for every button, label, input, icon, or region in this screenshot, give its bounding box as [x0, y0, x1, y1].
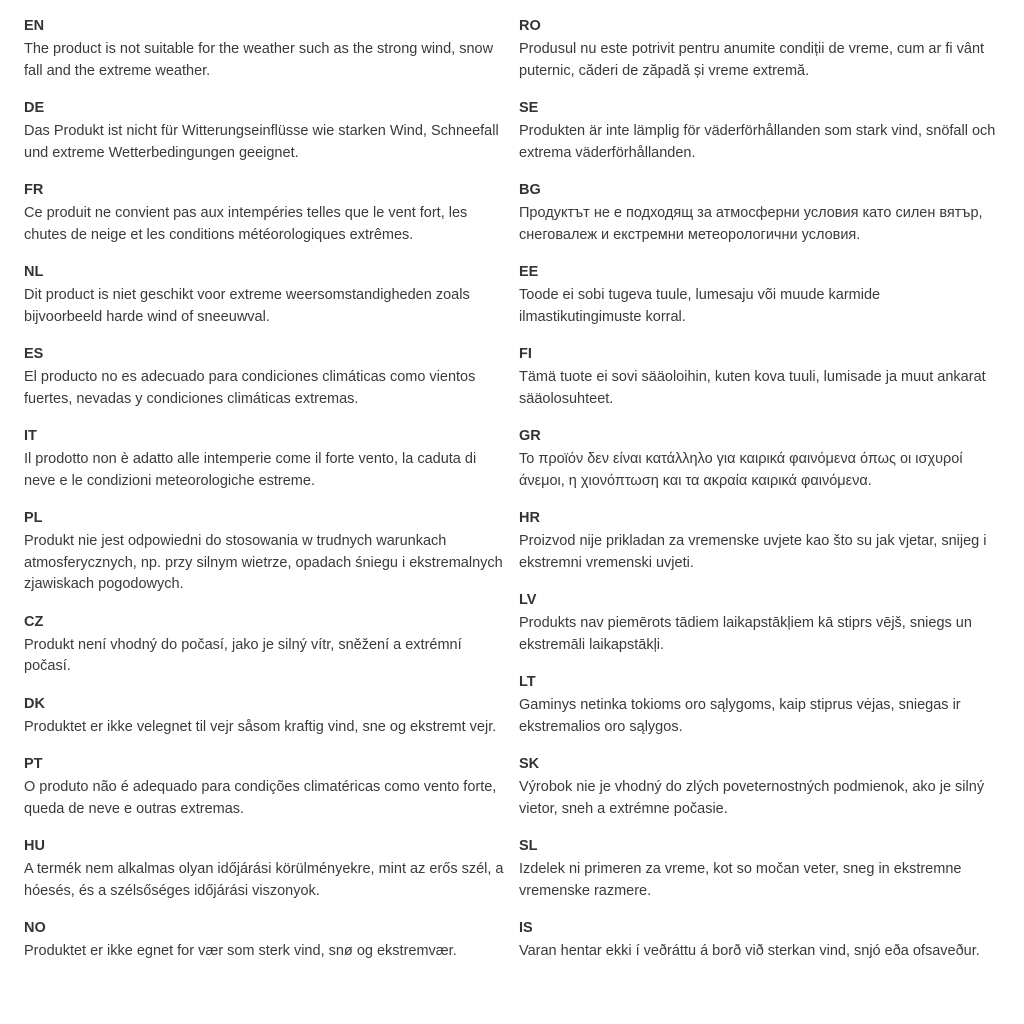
- lang-code-se: SE: [519, 100, 539, 116]
- lang-text-hr: Proizvod nije prikladan za vremenske uvjete kao što su jak vjetar, snijeg i ekstremni vremenski uvjeti.: [519, 533, 987, 571]
- lang-block-ee: [519, 262, 1000, 328]
- lang-text-is: Varan hentar ekki í veðráttu á borð við sterkan vind, snjó eða ofsaveður.: [519, 943, 980, 959]
- lang-code-pt: PT: [24, 756, 43, 772]
- lang-text-sk: Výrobok nie je vhodný do zlých poveternostných podmienok, ako je silný vietor, sneh a extrémne počasie.: [519, 779, 985, 817]
- lang-code-pl: PL: [24, 510, 43, 526]
- lang-text-lt: Gaminys netinka tokioms oro sąlygoms, kaip stiprus vėjas, sniegas ir ekstremalios oro sąlygos.: [519, 697, 961, 735]
- lang-block-hu: [24, 836, 505, 902]
- lang-block-nl: [24, 262, 505, 328]
- lang-code-cz: CZ: [24, 613, 44, 630]
- lang-block-dk: [24, 694, 505, 739]
- lang-text-fr: Ce produit ne convient pas aux intempéries telles que le vent fort, les chutes de neige et les conditions météorologiques extrêmes.: [24, 205, 468, 243]
- lang-block-pt: [24, 754, 505, 820]
- lang-block-en: [24, 16, 505, 82]
- lang-text-pl: Produkt nie jest odpowiedni do stosowania w trudnych warunkach atmosferycznych, np. przy silnym wietrze, opadach śniegu i ekstremalnych zjawiskach pogodowych.: [24, 533, 503, 592]
- lang-block-lt: [519, 672, 1000, 738]
- left-column: [24, 16, 505, 1008]
- lang-block-es: [24, 344, 505, 410]
- lang-block-bg: [519, 180, 1000, 246]
- lang-text-lv: Produkts nav piemērots tādiem laikapstākļiem kā stiprs vējš, sniegs un ekstremāli laikapstākļi.: [519, 615, 972, 653]
- lang-code-is: IS: [519, 920, 533, 936]
- lang-block-ro: [519, 16, 1000, 82]
- lang-text-it: Il prodotto non è adatto alle intemperie come il forte vento, la caduta di neve e le condizioni meteorologiche estreme.: [24, 451, 477, 489]
- lang-block-sl: [519, 836, 1000, 902]
- lang-block-pl: [24, 508, 505, 596]
- lang-code-en: EN: [24, 18, 45, 34]
- lang-text-nl: Dit product is niet geschikt voor extreme weersomstandigheden zoals bijvoorbeeld harde wind of sneeuwval.: [24, 287, 470, 325]
- lang-text-ee: Toode ei sobi tugeva tuule, lumesaju või muude karmide ilmastikutingimuste korral.: [519, 287, 881, 325]
- lang-text-es: El producto no es adecuado para condiciones climáticas como vientos fuertes, nevadas y condiciones climáticas extremas.: [24, 369, 476, 407]
- lang-text-sl: Izdelek ni primeren za vreme, kot so močan veter, sneg in ekstremne vremenske razmere.: [519, 861, 962, 899]
- lang-code-hr: HR: [519, 510, 540, 526]
- lang-block-hr: [519, 508, 1000, 574]
- lang-block-se: [519, 98, 1000, 164]
- lang-block-no: [24, 918, 505, 963]
- lang-code-es: ES: [24, 346, 44, 362]
- right-column: [519, 16, 1000, 1008]
- lang-code-lt: LT: [519, 674, 536, 690]
- lang-code-sl: SL: [519, 838, 538, 854]
- lang-text-se: Produkten är inte lämplig för väderförhållanden som stark vind, snöfall och extrema väderförhållanden.: [519, 123, 996, 161]
- lang-block-fi: [519, 344, 1000, 410]
- lang-text-fi: Tämä tuote ei sovi sääoloihin, kuten kova tuuli, lumisade ja muut ankarat sääolosuhteet.: [519, 369, 986, 407]
- lang-code-lv: LV: [519, 592, 537, 608]
- lang-code-ee: EE: [519, 264, 539, 280]
- lang-text-cz: Produkt není vhodný do počasí, jako je silný vítr, sněžení a extrémní počasí.: [24, 636, 462, 674]
- lang-text-no: Produktet er ikke egnet for vær som sterk vind, snø og ekstremvær.: [24, 943, 457, 959]
- lang-code-dk: DK: [24, 695, 45, 712]
- lang-block-gr: [519, 426, 1000, 492]
- lang-text-de: Das Produkt ist nicht für Witterungseinflüsse wie starken Wind, Schneefall und extreme Wetterbedingungen geeignet.: [24, 123, 499, 161]
- lang-code-bg: BG: [519, 182, 541, 198]
- lang-code-de: DE: [24, 100, 45, 116]
- lang-block-is: [519, 918, 1000, 963]
- lang-text-en: The product is not suitable for the weather such as the strong wind, snow fall and the extreme weather.: [24, 41, 494, 79]
- lang-code-fi: FI: [519, 346, 532, 362]
- lang-block-cz: [24, 612, 505, 678]
- lang-code-no: NO: [24, 920, 46, 936]
- lang-block-it: [24, 426, 505, 492]
- lang-text-gr: Το προϊόν δεν είναι κατάλληλο για καιρικά φαινόμενα όπως οι ισχυροί άνεμοι, η χιονόπτωση και τα ακραία καιρικά φαινόμενα.: [519, 451, 963, 489]
- lang-code-gr: GR: [519, 428, 541, 444]
- lang-code-nl: NL: [24, 264, 44, 280]
- lang-text-pt: O produto não é adequado para condições climatéricas como vento forte, queda de neve e outras extremas.: [24, 779, 497, 817]
- lang-code-fr: FR: [24, 182, 44, 198]
- lang-block-de: [24, 98, 505, 164]
- lang-block-sk: [519, 754, 1000, 820]
- lang-text-hu: A termék nem alkalmas olyan időjárási körülményekre, mint az erős szél, a hóesés, és a szélsőséges időjárási viszonyok.: [24, 861, 504, 899]
- lang-code-ro: RO: [519, 18, 541, 34]
- lang-code-it: IT: [24, 428, 37, 444]
- lang-block-fr: [24, 180, 505, 246]
- lang-code-hu: HU: [24, 838, 45, 854]
- lang-text-ro: Produsul nu este potrivit pentru anumite condiții de vreme, cum ar fi vânt puternic, căderi de zăpadă și vreme extremă.: [519, 41, 985, 79]
- lang-code-sk: SK: [519, 756, 540, 772]
- lang-text-bg: Продуктът не е подходящ за атмосферни условия като силен вятър, снеговалеж и екстремни метеорологични условия.: [519, 205, 983, 243]
- lang-block-lv: [519, 590, 1000, 656]
- lang-text-dk: Produktet er ikke velegnet til vejr såsom kraftig vind, sne og ekstremt vejr.: [24, 718, 497, 735]
